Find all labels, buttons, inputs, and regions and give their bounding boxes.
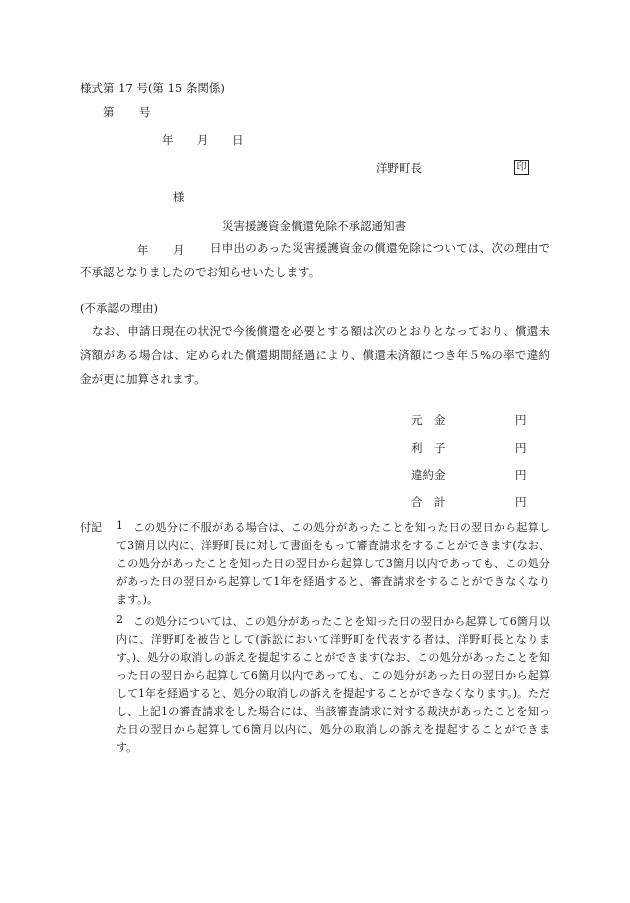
seal-mark: 印 (514, 160, 529, 175)
amount-penalty-unit: 円 (515, 468, 527, 482)
intro-month: 月 (173, 243, 185, 257)
date-month: 月 (197, 133, 209, 147)
amount-interest-label: 利 子 (411, 441, 446, 455)
amount-principal-unit: 円 (515, 413, 527, 427)
note-2-number: 2 (116, 613, 123, 626)
number-suffix: 号 (139, 105, 151, 119)
note-1-text: この処分に不服がある場合は、この処分があったことを知った日の翌日から起算して3箇月以内に、洋野町長に対して書面をもって審査請求をすることができます(なお、この処分があったことを知った日の翌日から起算して3箇月以内であっても、この処分があった日の翌日から起算して1年を経過すると、審査請求をすることができなくなります。)。 (116, 521, 550, 606)
intro-text: 日申出のあった災害援護資金の償還免除については、次の理由で不承認となりましたのでお知らせいたします。 (80, 241, 550, 279)
note-1-number: 1 (116, 519, 123, 532)
body-text: なお、申請日現在の状況で今後償還を必要とする額は次のとおりとなっており、償還未済額がある場合は、定められた償還期間経過により、償還未済額につき年５%の率で違約金が更に加算されます。 (80, 324, 550, 386)
form-number: 様式第 17 号(第 15 条関係) (80, 81, 225, 95)
note-2-text: この処分については、この処分があったことを知った日の翌日から起算して6箇月以内に、洋野町を被告として(訴訟において洋野町を代表する者は、洋野町長となります。)、処分の取消しの訴えを提起することができます(なお、この処分があったことを知った日の翌日から起算して6箇月以内であっても、この処分があった日の翌日から起算して1年を経過すると、処分の取消しの訴えを提起することができなくなります。)。ただし、上記1の審査請求をした場合には、当該審査請求に対する裁決があったことを知った日の翌日から起算して6箇月以内に、処分の取消しの訴えを提起することができます。 (116, 615, 550, 754)
amount-penalty-label: 違約金 (411, 468, 446, 482)
document-title: 災害援護資金償還免除不承認通知書 (222, 219, 406, 233)
amount-total-label: 合 計 (411, 495, 446, 509)
amount-principal-label: 元 金 (411, 413, 446, 427)
amount-total-unit: 円 (515, 495, 527, 509)
amount-interest-unit: 円 (515, 441, 527, 455)
intro-year: 年 (137, 243, 149, 257)
addressee-suffix: 様 (173, 190, 185, 204)
date-year: 年 (162, 133, 174, 147)
issuer-name: 洋野町長 (376, 161, 422, 175)
reason-heading: (不承認の理由) (80, 301, 158, 315)
date-day: 日 (232, 133, 244, 147)
number-prefix: 第 (103, 105, 115, 119)
notes-heading: 付記 (80, 521, 102, 534)
